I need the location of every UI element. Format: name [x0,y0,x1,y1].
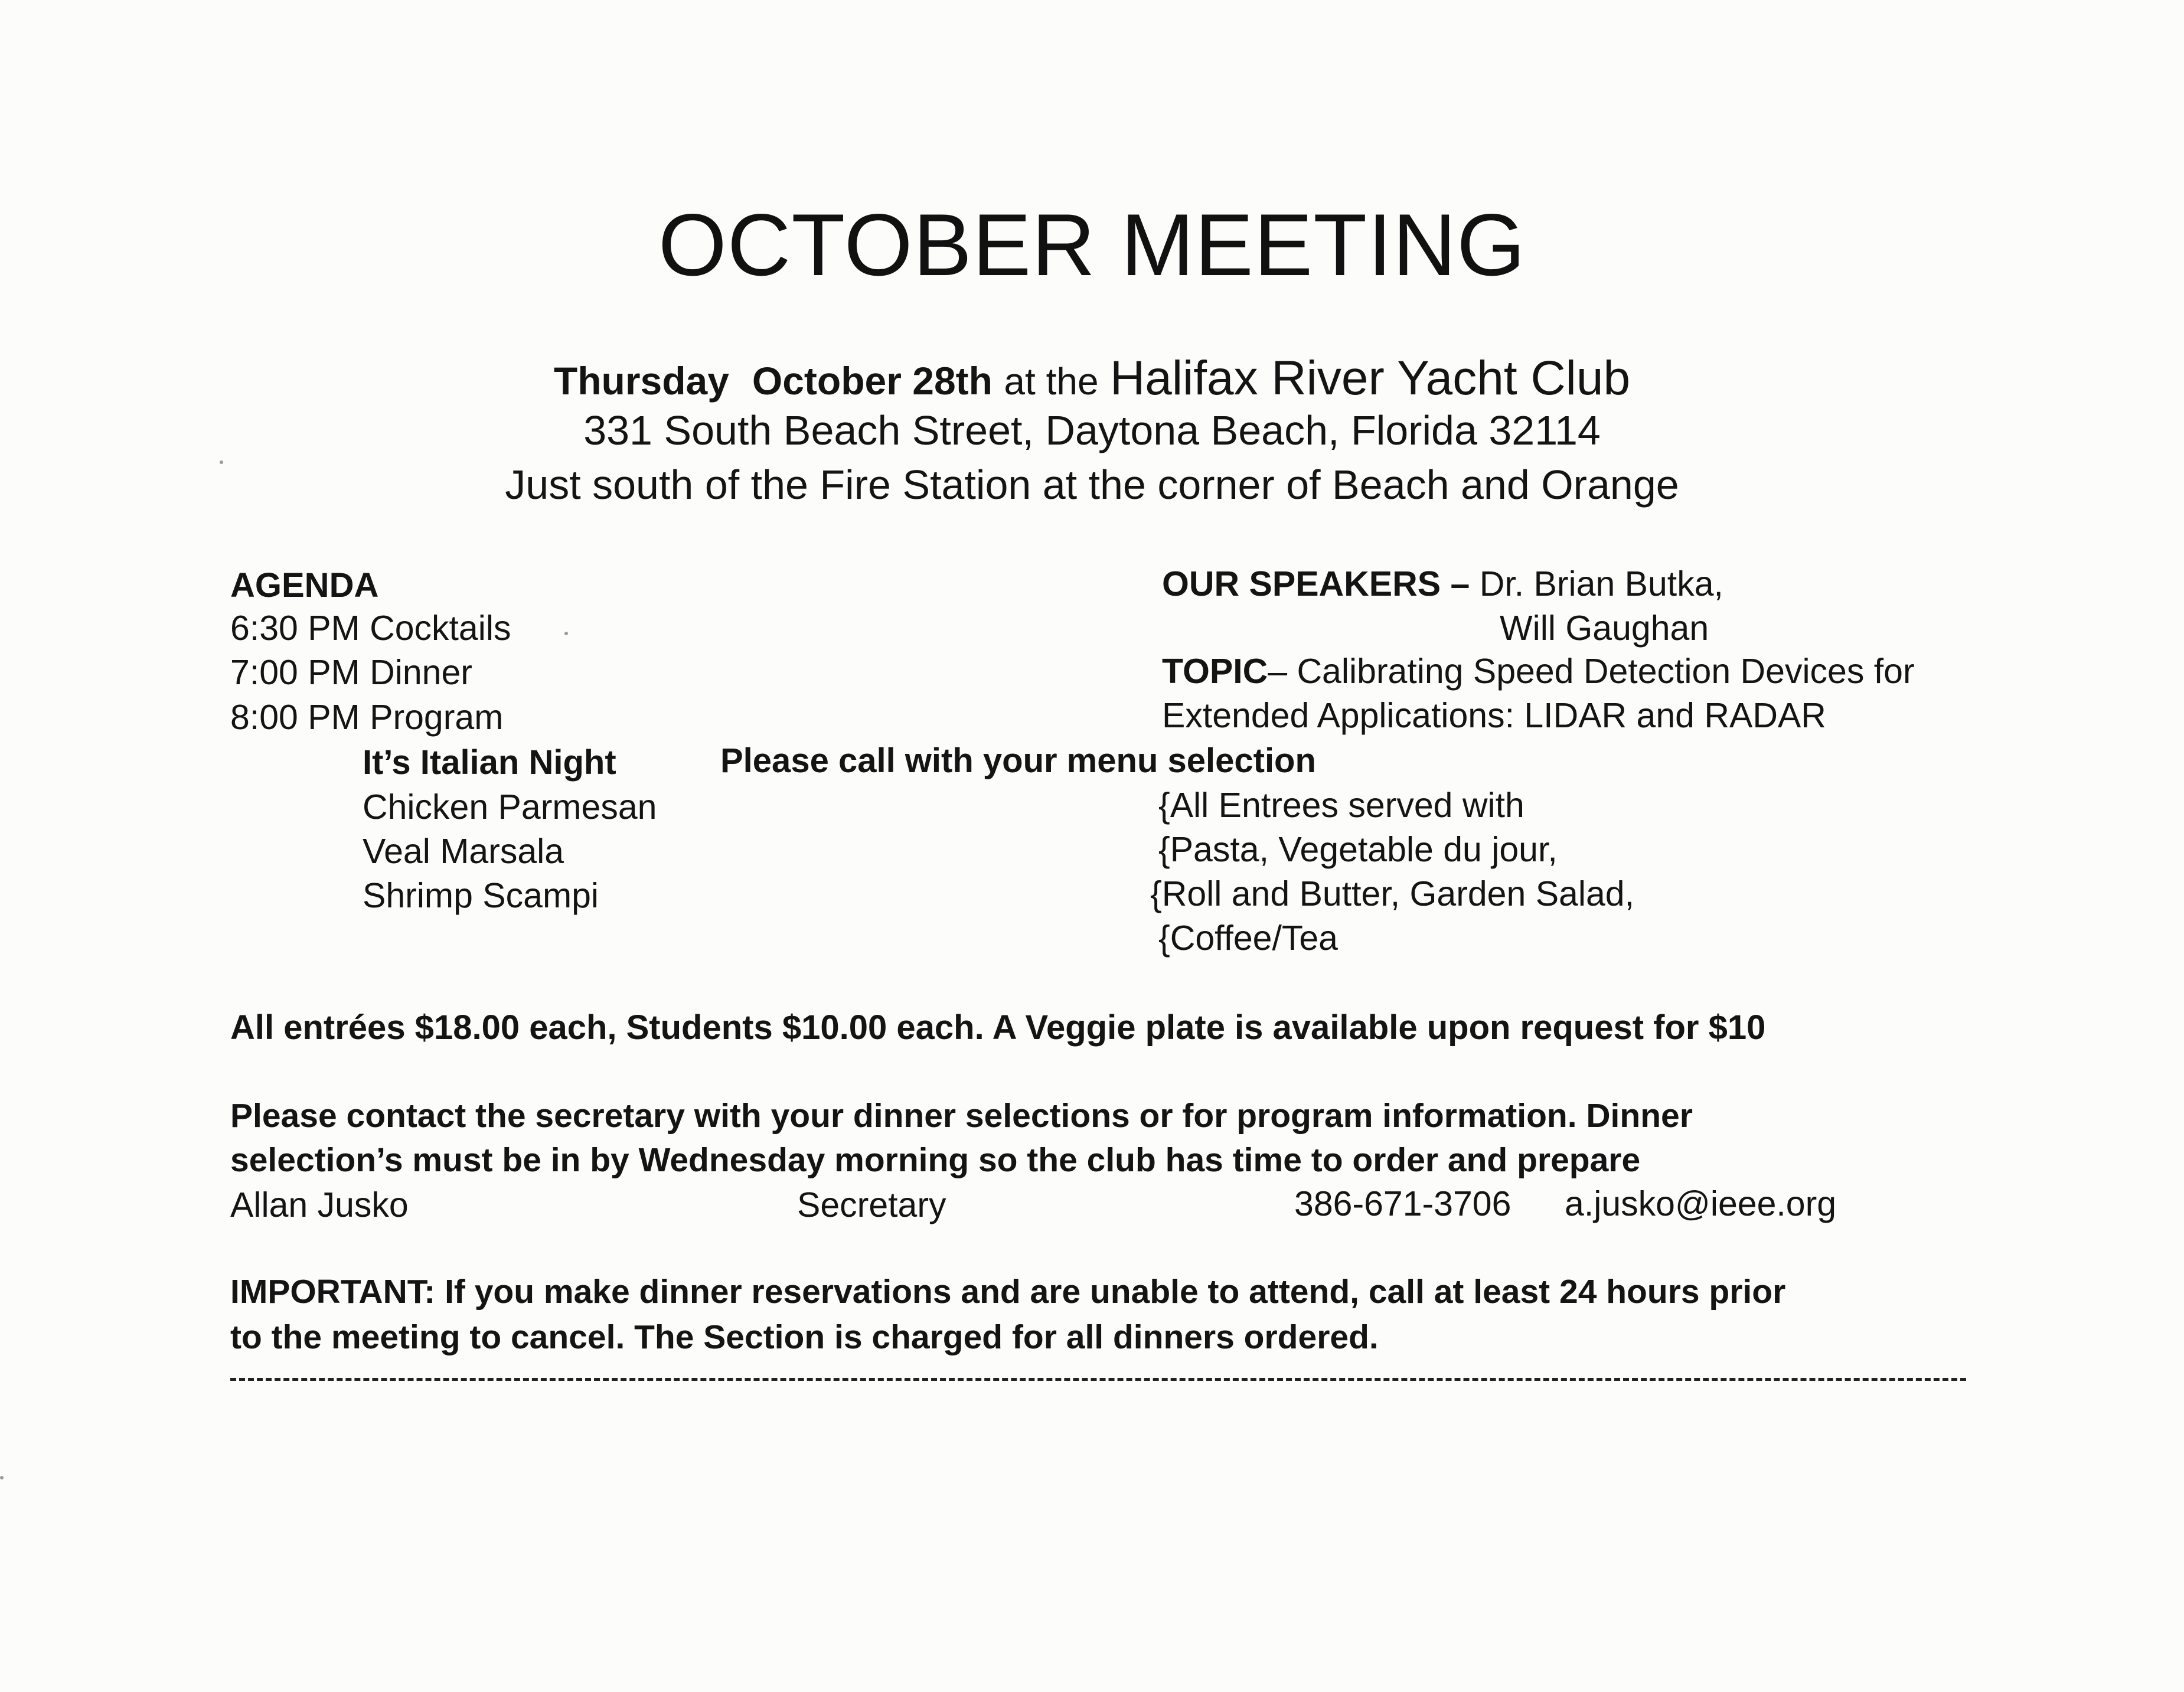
speaker-name-1: Dr. Brian Butka, [1479,564,1723,603]
event-day: Thursday [553,359,729,403]
topic-label: TOPIC [1162,652,1268,691]
topic-line-1 [1162,654,1915,689]
menu-side-3: {Roll and Butter, Garden Salad, [1150,874,1634,913]
event-address: 331 South Beach Street, Daytona Beach, Florida 32114 [583,407,1601,453]
menu-theme: It’s Italian Night [363,743,616,782]
event-at-the: at the [1004,360,1099,403]
menu-call-instruction: Please call with your menu selection [720,742,1316,780]
pricing-text: All entrées $18.00 each, Students $10.00 each. A Veggie plate is available upon request for $10 [230,1008,1766,1047]
menu-side-2: {Pasta, Vegetable du jour, [1158,830,1558,869]
contact-line-2: selection’s must be in by Wednesday morning so the club has time to order and prepare [230,1141,1641,1179]
topic-text-1: Calibrating Speed Detection Devices for [1297,652,1915,691]
page-title: OCTOBER MEETING [658,195,1526,294]
contact-role: Secretary [797,1185,946,1224]
speakers-label: OUR SPEAKERS [1162,564,1441,603]
important-line-1: IMPORTANT: If you make dinner reservations and are unable to attend, call at least 24 hours prior [230,1273,1786,1311]
scan-speck [564,632,568,635]
agenda-item-dinner: 7:00 PM Dinner [230,653,472,692]
menu-side-4: {Coffee/Tea [1158,919,1338,958]
topic-text-2: Extended Applications: LIDAR and RADAR [1162,696,1826,735]
contact-line-1: Please contact the secretary with your dinner selections or for program information. Dinner [230,1097,1693,1135]
important-line-2: to the meeting to cancel. The Section is charged for all dinners ordered. [230,1318,1379,1356]
menu-entree-veal: Veal Marsala [363,832,564,871]
event-venue: Halifax River Yacht Club [1110,351,1631,405]
agenda-item-program: 8:00 PM Program [230,698,504,737]
contact-phone: 386-671-3706 [1294,1184,1512,1223]
menu-entree-chicken: Chicken Parmesan [363,788,657,827]
menu-entree-shrimp: Shrimp Scampi [363,876,599,915]
agenda-item-cocktails: 6:30 PM Cocktails [230,609,511,648]
cut-line-divider [230,1378,1966,1381]
topic-dash: – [1268,652,1288,691]
event-date-venue-line [0,351,2184,405]
speakers-dash: – [1450,564,1470,603]
scan-speck [0,1476,4,1479]
contact-name: Allan Jusko [230,1185,409,1224]
contact-email: a.jusko@ieee.org [1565,1184,1837,1223]
menu-side-1: {All Entrees served with [1158,786,1524,825]
event-directions: Just south of the Fire Station at the corner of Beach and Orange [505,462,1679,508]
event-date: October 28th [752,359,993,403]
speakers-line [1162,564,1723,603]
scan-speck [220,460,223,464]
speaker-name-2: Will Gaughan [1500,609,1709,648]
agenda-heading: AGENDA [230,566,379,605]
